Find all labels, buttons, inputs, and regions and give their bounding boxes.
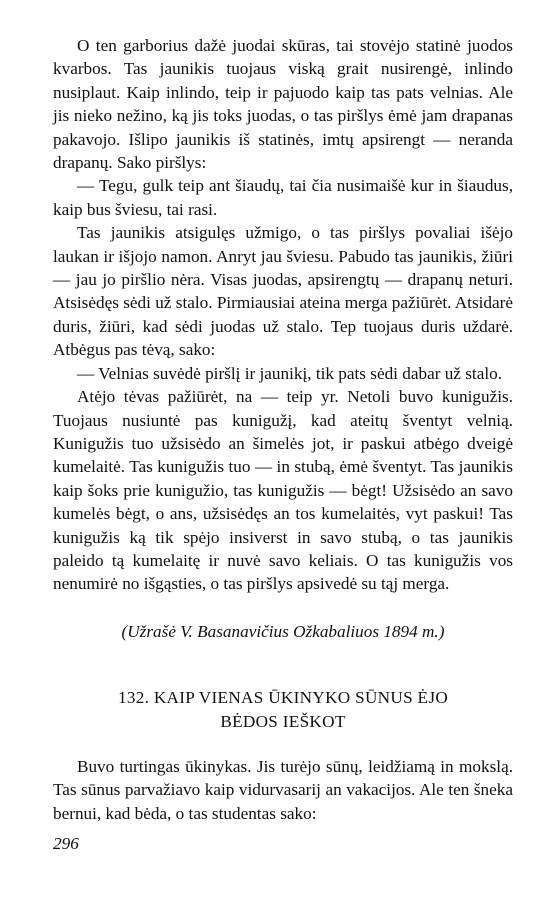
source-note: (Užrašė V. Basanavičius Ožkabaliuos 1894 m.)	[121, 622, 445, 641]
dialog-line: — Velnias suvėdė piršlį ir jaunikį, tik pats sėdi dabar už stalo.	[77, 363, 502, 383]
paragraph: Buvo turtingas ūkinykas. Jis turėjo sūnų, leidžiamą in mokslą. Tas sūnus parvažiavo kaip vidurvasarij an vakacijos. Ale ten šneka bernui, kad bėda, o tas studentas sako:	[53, 757, 513, 823]
story-heading-line: BĖDOS IEŠKOT	[220, 712, 346, 731]
dialog-line: — Tegu, gulk teip ant šiaudų, tai čia nusimaišė kur in šiaudus, kaip bus šviesu, tai rasi.	[53, 176, 513, 219]
story-heading-line: 132. KAIP VIENAS ŪKINYKO SŪNUS ĖJO	[117, 688, 449, 707]
story-heading	[53, 686, 513, 734]
paragraph: O ten garborius dažė juodai skūras, tai stovėjo statinė juodos kvarbos. Tas jaunikis tuojaus viską grait nusirengė, inlindo nusiplaut. Kaip inlindo, teip ir pajuodo kaip tas pats velnias. Ale jis nieko nežino, ką jis toks juodas, o tas piršlys ėmė jam drapanas pakavojo. Išlipo jaunikis iš statinės, imtų apsirengt — neranda drapanų. Sako piršlys:	[53, 36, 513, 173]
story-end-text	[53, 34, 513, 596]
paragraph: Tas jaunikis atsigulęs užmigo, o tas piršlys povaliai išėjo laukan ir išjojo namon. Anryt jau šviesu. Pabudo tas jaunikis, žiūri — jau jo piršlio nėra. Visas juodas, apsirengtų — drapanų neturi. Atsisėdęs sėdi už stalo. Pirmiausiai ateina merga pažiūrėt. Atsidarė duris, žiūri, kad sėdi juodas už stalo. Tep tuojaus duris uždarė. Atbėgus pas tėvą, sako:	[53, 223, 513, 360]
page-number: 296	[53, 834, 79, 853]
paragraph: Atėjo tėvas pažiūrėt, na — teip yr. Netoli buvo kunigužis. Tuojaus nusiuntė pas kunigužį, kad ateitų šventyt velnią. Kunigužis tuo užsisėdo an šimelės jot, ir paskui atbėgo dveigė kumelaitė. Tas kunigužis tuo — in stubą, ėmė šventyt. Tas jaunikis kaip šoks prie kunigužio, tas kunigužis — bėgt! Užsisėdo an savo kumelės bėgt, o ans, užsisėdęs an tos kumelaitės, vyt paskui! Tas kunigužis ką tik spėjo insiverst in savo stubą, o tas jaunikis paleido tą kumelaitę ir nuvė savo keliais. O tas kunigužis vos nenumirė no išgąsties, o tas piršlys apsivedė su tąj merga.	[53, 387, 513, 594]
next-story-text	[53, 755, 513, 825]
